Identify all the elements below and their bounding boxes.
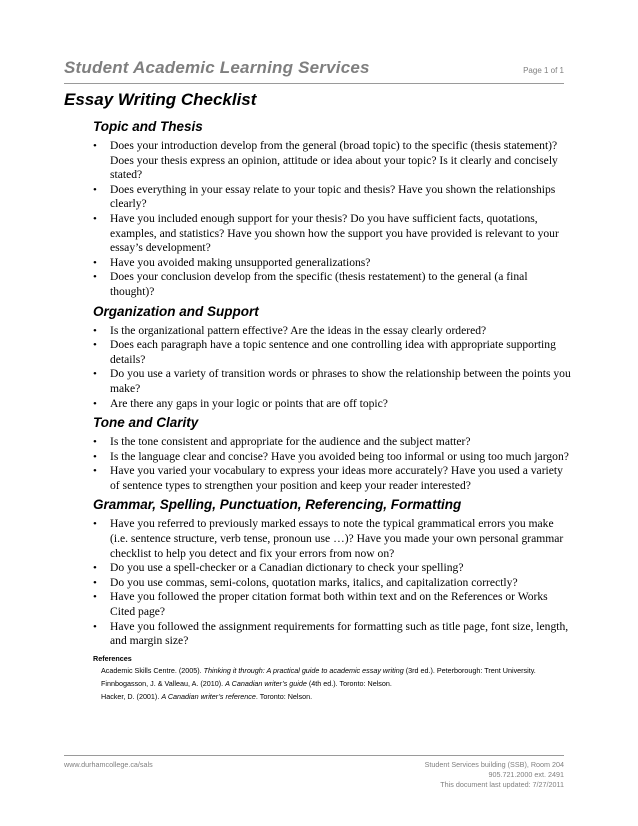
reference-entry	[101, 666, 573, 675]
footer-website: www.durhamcollege.ca/sals	[64, 760, 153, 769]
checklist-item: • Have you referred to previously marked essays to note the typical grammatical errors you make (i.e. sentence structure, verb tense, pronoun use …)? Have you made your own personal grammar checklist to help you detect and fix your errors from now on?	[93, 517, 573, 561]
checklist-body	[93, 119, 573, 705]
section-heading: Grammar, Spelling, Punctuation, Referencing, Formatting	[93, 497, 462, 513]
footer-contact	[425, 760, 564, 790]
references-heading: References	[93, 653, 132, 663]
checklist-item: • Does your conclusion develop from the specific (thesis restatement) to the general (a final thought)?	[93, 270, 573, 299]
checklist-item: • Does each paragraph have a topic sentence and one controlling idea with appropriate supporting details?	[93, 338, 573, 367]
checklist-item: • Does your introduction develop from the general (broad topic) to the specific (thesis statement)? Does your thesis express an opinion, attitude or idea about your topic? Is it clearly and concisely stated?	[93, 139, 573, 183]
reference-author: Hacker, D. (2001).	[101, 691, 162, 701]
footer-address: Student Services building (SSB), Room 204	[424, 760, 564, 769]
checklist-item: • Is the tone consistent and appropriate for the audience and the subject matter?	[93, 435, 573, 450]
reference-author: Academic Skills Centre. (2005).	[101, 665, 204, 675]
footer-phone: 905.721.2000 ext. 2491	[488, 770, 564, 779]
section-heading: Organization and Support	[93, 303, 259, 319]
checklist-item: • Are there any gaps in your logic or points that are off topic?	[93, 397, 573, 412]
reference-entry	[101, 679, 573, 688]
checklist-item: • Do you use a variety of transition words or phrases to show the relationship between the points you make?	[93, 367, 573, 396]
section-organization-support	[93, 304, 573, 412]
header-divider	[64, 83, 564, 84]
checklist	[93, 517, 573, 648]
checklist-item: • Is the organizational pattern effective? Are the ideas in the essay clearly ordered?	[93, 324, 573, 339]
section-grammar-formatting	[93, 497, 573, 648]
reference-publisher: (3rd ed.). Peterborough: Trent University.	[403, 665, 536, 675]
checklist-item: • Have you included enough support for your thesis? Do you have sufficient facts, quotations, examples, and statistics? Have you shown how the support you have provided is relevant to your essay’s development?	[93, 212, 573, 256]
header-page-number: Page 1 of 1	[523, 66, 564, 75]
checklist-item: • Have you followed the assignment requirements for formatting such as title page, font size, length, and margin size?	[93, 620, 573, 649]
reference-entry	[101, 692, 573, 701]
footer-divider	[64, 755, 564, 756]
checklist	[93, 435, 573, 493]
checklist-item: • Does everything in your essay relate to your topic and thesis? Have you shown the relationships clearly?	[93, 183, 573, 212]
checklist-item: • Do you use a spell-checker or a Canadian dictionary to check your spelling?	[93, 561, 573, 576]
checklist-item: • Have you avoided making unsupported generalizations?	[93, 256, 573, 271]
checklist	[93, 139, 573, 300]
header-org-name: Student Academic Learning Services	[64, 58, 370, 77]
reference-publisher: (4th ed.). Toronto: Nelson.	[306, 678, 392, 688]
reference-title: A Canadian writer’s guide	[225, 678, 307, 688]
document-title: Essay Writing Checklist	[64, 90, 257, 109]
reference-publisher: . Toronto: Nelson.	[255, 691, 313, 701]
section-heading: Topic and Thesis	[93, 119, 203, 134]
reference-title: A Canadian writer’s reference	[161, 691, 256, 701]
checklist-item: • Do you use commas, semi-colons, quotation marks, italics, and capitalization correctly?	[93, 576, 573, 591]
checklist-item: • Have you varied your vocabulary to express your ideas more accurately? Have you used a variety of sentence types to strengthen your position and keep your reader interested?	[93, 464, 573, 493]
section-topic-thesis	[93, 119, 573, 300]
section-tone-clarity	[93, 415, 573, 493]
checklist-item: • Is the language clear and concise? Have you avoided being too informal or using too much jargon?	[93, 450, 573, 465]
reference-title: Thinking it through: A practical guide to academic essay writing	[203, 665, 404, 675]
references	[93, 654, 573, 701]
checklist-item: • Have you followed the proper citation format both within text and on the References or Works Cited page?	[93, 590, 573, 619]
footer-updated: This document last updated: 7/27/2011	[440, 780, 564, 789]
reference-author: Finnbogasson, J. & Valleau, A. (2010).	[101, 678, 226, 688]
section-heading: Tone and Clarity	[93, 415, 199, 431]
checklist	[93, 324, 573, 412]
